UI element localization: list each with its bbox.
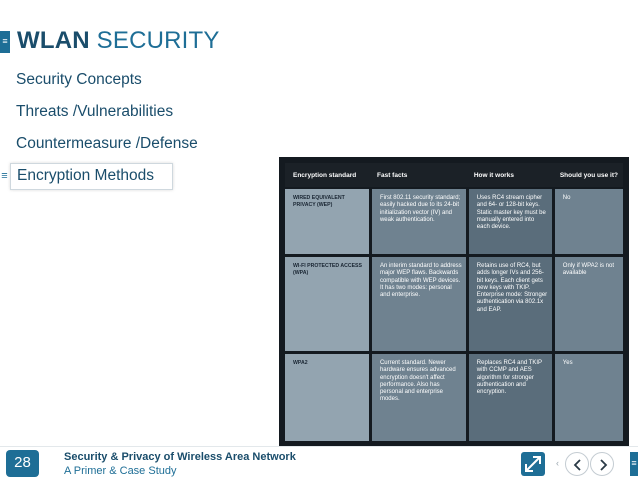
prev-slide-button[interactable] bbox=[565, 452, 589, 476]
next-slide-button[interactable] bbox=[590, 452, 614, 476]
table-cell: WPA2 bbox=[285, 354, 369, 441]
prev-arrow-icon bbox=[566, 453, 590, 477]
title-rest: SECURITY bbox=[89, 27, 220, 54]
encryption-table bbox=[279, 157, 629, 447]
table-cell: Replaces RC4 and TKIP with CCMP and AES algorithm for stronger authentication and encryption. bbox=[469, 354, 552, 441]
table-header bbox=[285, 163, 623, 187]
table-cell: First 802.11 security standard; easily hacked due to its 24-bit initialization vector (IV) and weak authentication. bbox=[372, 189, 466, 254]
expand-icon bbox=[521, 452, 545, 476]
table-row bbox=[285, 257, 623, 351]
table-cell: WIRED EQUIVALENT PRIVACY (WEP) bbox=[285, 189, 369, 254]
menu-item-threats[interactable] bbox=[16, 103, 173, 121]
footer-title: Security & Privacy of Wireless Area Network bbox=[64, 451, 296, 463]
title-bold: WLAN bbox=[17, 27, 90, 54]
list-icon: ≡ bbox=[1, 170, 8, 182]
menu-item-label: Encryption Methods bbox=[17, 167, 154, 184]
active-menu-marker bbox=[0, 163, 9, 190]
table-cell: Retains use of RC4, but adds longer IVs and 256-bit keys. Each client gets new keys with TKIP. Enterprise mode: Stronger authentication via 802.1x and EAP. bbox=[469, 257, 552, 351]
table-cell: No bbox=[555, 189, 623, 254]
menu-item-countermeasure[interactable] bbox=[16, 135, 198, 153]
table-row bbox=[285, 354, 623, 441]
table-cell: An interim standard to address major WEP flaws. Backwards compatible with WEP devices. It has two modes: personal and enterprise. bbox=[372, 257, 466, 351]
table-cell: Yes bbox=[555, 354, 623, 441]
menu-item-label: Countermeasure /Defense bbox=[16, 135, 198, 152]
table-cell: Current standard. Newer hardware ensures advanced encryption doesn't affect performance. Also has personal and enterprise modes. bbox=[372, 354, 466, 441]
menu-item-label: Threats /Vulnerabilities bbox=[16, 103, 174, 120]
menu-icon: ≡ bbox=[631, 458, 637, 468]
header-encryption-standard: Encryption standard bbox=[293, 172, 357, 179]
nav-separator: ‹ bbox=[556, 458, 559, 468]
header-should-you-use: Should you use it? bbox=[559, 172, 618, 179]
side-tab-marker bbox=[0, 31, 10, 53]
page-number: 28 bbox=[14, 454, 31, 471]
table-cell: Only if WPA2 is not available bbox=[555, 257, 623, 351]
page-number-badge bbox=[6, 450, 39, 477]
table-cell: Uses RC4 stream cipher and 64- or 128-bit keys. Static master key must be manually entered into each device. bbox=[469, 189, 552, 254]
header-how-it-works: How it works bbox=[473, 172, 514, 179]
table-row bbox=[285, 189, 623, 254]
menu-item-label: Security Concepts bbox=[16, 71, 142, 88]
next-arrow-icon bbox=[591, 453, 615, 477]
table-cell: WI-FI PROTECTED ACCESS (WPA) bbox=[285, 257, 369, 351]
menu-item-security-concepts[interactable] bbox=[16, 71, 142, 89]
menu-icon: ≡ bbox=[2, 36, 8, 46]
menu-item-encryption-methods[interactable] bbox=[10, 163, 173, 190]
expand-button[interactable] bbox=[521, 452, 545, 476]
page-title bbox=[17, 27, 220, 55]
right-side-tab bbox=[630, 452, 638, 476]
footer-divider bbox=[0, 446, 638, 447]
footer-subtitle: A Primer & Case Study bbox=[64, 465, 177, 477]
header-fast-facts: Fast facts bbox=[377, 172, 408, 179]
